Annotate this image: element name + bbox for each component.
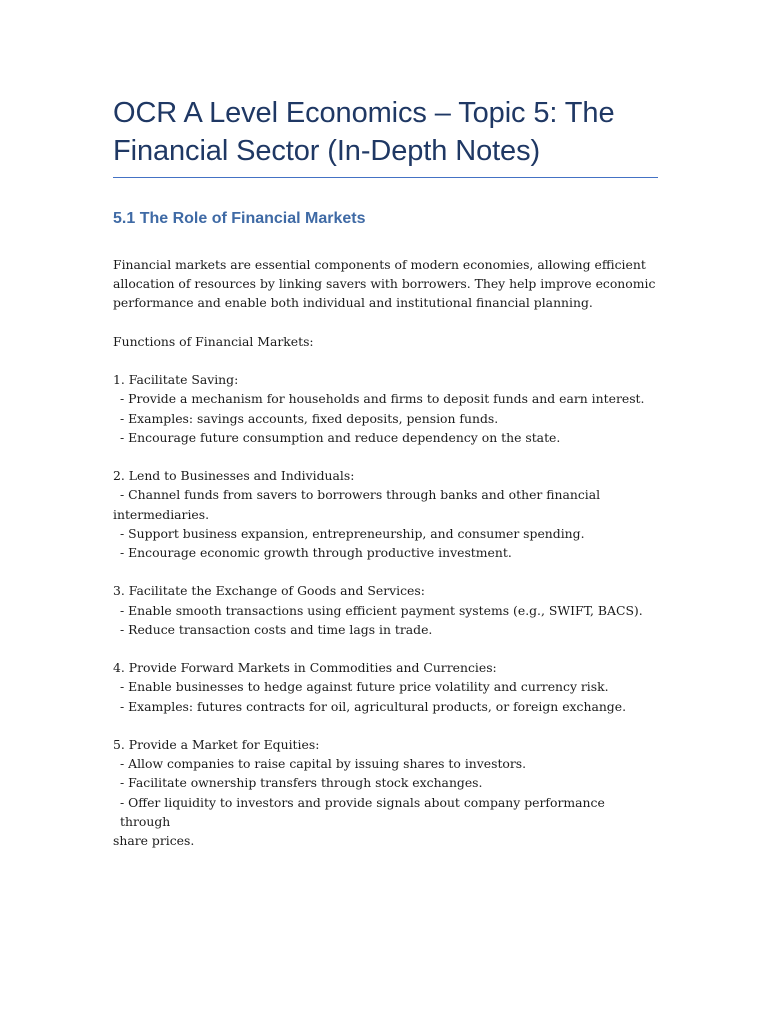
function-point: - Support business expansion, entrepreneurship, and consumer spending. xyxy=(120,525,585,541)
function-point: - Provide a mechanism for households and firms to deposit funds and earn interest. xyxy=(120,391,645,407)
function-item-saving xyxy=(113,370,658,447)
function-item-lending xyxy=(113,466,658,562)
intro-paragraph xyxy=(113,255,658,313)
title-line: Financial Sector (In-Depth Notes) xyxy=(113,135,541,167)
intro-line: Financial markets are essential components of modern economies, allowing efficient xyxy=(113,257,646,272)
function-point: - Offer liquidity to investors and provide signals about company performance through xyxy=(120,794,609,829)
function-point-continuation: share prices. xyxy=(113,833,195,848)
function-heading: 4. Provide Forward Markets in Commodities and Currencies: xyxy=(113,660,497,676)
function-point: - Allow companies to raise capital by issuing shares to investors. xyxy=(120,756,527,772)
function-point: - Reduce transaction costs and time lags in trade. xyxy=(120,621,433,637)
function-heading: 5. Provide a Market for Equities: xyxy=(113,736,320,752)
function-heading: 1. Facilitate Saving: xyxy=(113,372,239,388)
function-point-continuation: intermediaries. xyxy=(113,506,210,522)
function-point: - Examples: futures contracts for oil, agricultural products, or foreign exchange. xyxy=(120,698,627,714)
section-heading: 5.1 The Role of Financial Markets xyxy=(113,210,366,227)
function-heading: 2. Lend to Businesses and Individuals: xyxy=(113,468,355,484)
functions-label: Functions of Financial Markets: xyxy=(113,333,314,349)
function-heading: 3. Facilitate the Exchange of Goods and Services: xyxy=(113,583,425,599)
intro-line: performance and enable both individual and institutional financial planning. xyxy=(113,295,593,311)
document-title xyxy=(113,94,658,178)
document-body xyxy=(113,94,658,850)
function-point: - Examples: savings accounts, fixed deposits, pension funds. xyxy=(120,410,499,426)
function-point: - Encourage future consumption and reduce dependency on the state. xyxy=(120,429,561,445)
function-point: - Channel funds from savers to borrowers through banks and other financial xyxy=(120,487,601,503)
function-item-equities xyxy=(113,735,658,850)
function-item-exchange xyxy=(113,581,658,639)
function-point: - Enable businesses to hedge against future price volatility and currency risk. xyxy=(120,679,609,695)
function-point: - Enable smooth transactions using efficient payment systems (e.g., SWIFT, BACS). xyxy=(120,602,643,618)
function-item-forward-markets xyxy=(113,658,658,716)
function-point: - Encourage economic growth through productive investment. xyxy=(120,545,512,560)
function-point: - Facilitate ownership transfers through stock exchanges. xyxy=(120,775,483,791)
title-line: OCR A Level Economics – Topic 5: The xyxy=(113,97,615,129)
intro-line: allocation of resources by linking savers with borrowers. They help improve economic xyxy=(113,276,656,292)
